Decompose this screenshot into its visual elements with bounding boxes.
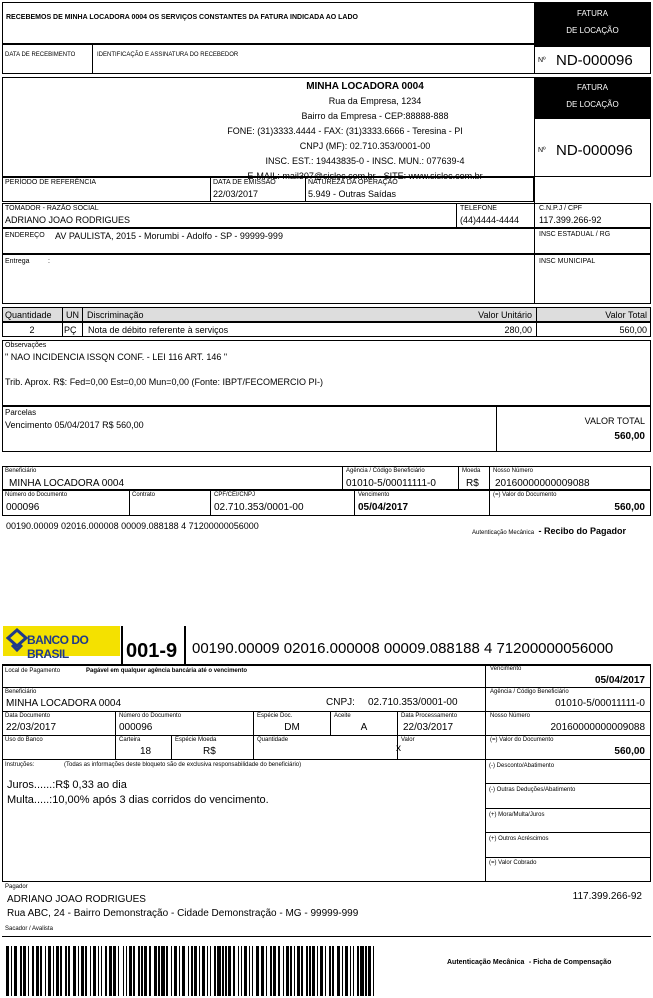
barcode-bar xyxy=(329,946,331,996)
charged-label: (=) Valor Cobrado xyxy=(489,860,537,866)
barcode-bar xyxy=(158,946,160,996)
barcode-bar xyxy=(28,946,30,996)
other-deductions-label: (-) Outras Deduções/Abatimento xyxy=(489,787,576,793)
barcode-bar xyxy=(222,946,224,996)
barcode-bar xyxy=(20,946,22,996)
barcode-bar xyxy=(370,946,372,996)
barcode-bar xyxy=(179,946,181,996)
barcode-bar xyxy=(105,946,107,996)
barcode-bar xyxy=(196,946,198,996)
row-un: PÇ xyxy=(64,325,77,335)
interest-label: (+) Mora/Multa/Juros xyxy=(489,812,545,818)
barcode-bar xyxy=(373,946,375,996)
receipt-id-label: IDENTIFICAÇÃO E ASSINATURA DO RECEBEDOR xyxy=(97,52,239,58)
barcode-bar xyxy=(233,946,235,996)
barcode-bar xyxy=(101,946,103,996)
barcode-bar xyxy=(65,946,67,996)
slip-beneficiary-label: Beneficiário xyxy=(5,468,37,474)
process-date-label: Data Processamento xyxy=(401,713,458,719)
company-badge: FATURA DE LOCAÇÃO xyxy=(534,77,651,119)
barcode-bar xyxy=(188,946,190,996)
doc-date-value: 22/03/2017 xyxy=(6,722,57,733)
barcode-bar xyxy=(225,946,227,996)
barcode-bar xyxy=(90,946,92,996)
barcode-bar xyxy=(98,946,100,996)
accept-label: Aceite xyxy=(334,713,351,719)
slip-cpf-value: 02.710.353/0001-00 xyxy=(214,502,304,513)
barcode-bar xyxy=(357,946,359,996)
doc-number-value: 000096 xyxy=(119,722,153,733)
slip-contract-label: Contrato xyxy=(132,492,156,498)
barcode-bar xyxy=(317,946,319,996)
phone-label: TELEFONE xyxy=(460,205,497,212)
doc-value-label: (=) Valor do Documento xyxy=(490,737,554,743)
barcode-bar xyxy=(60,946,62,996)
barcode-bar xyxy=(245,946,247,996)
barcode-bar xyxy=(53,946,55,996)
barcode-bar xyxy=(25,946,27,996)
barcode-bar xyxy=(325,946,327,996)
payer-name: ADRIANO JOAO RODRIGUES xyxy=(7,894,146,905)
address-value: AV PAULISTA, 2015 - Morumbi - Adolfo - SP - 99999-999 xyxy=(55,231,283,241)
barcode-bar xyxy=(270,946,272,996)
slip-due-value: 05/04/2017 xyxy=(358,502,409,513)
accept-value: A xyxy=(360,722,368,733)
receipt-sign-row xyxy=(2,44,535,74)
barcode-bar xyxy=(238,946,240,996)
total-label: VALOR TOTAL xyxy=(584,416,645,426)
receipt-strip xyxy=(2,2,535,44)
barcode-bar xyxy=(258,946,260,996)
barcode-bar xyxy=(166,946,168,996)
barcode-bar xyxy=(365,946,367,996)
wallet-value: 18 xyxy=(140,746,152,757)
barcode-bar xyxy=(11,946,13,996)
our-number-value: 20160000000009088 xyxy=(550,722,645,733)
due-label: Vencimento xyxy=(490,666,522,672)
slip-doc-value-label: (=) Valor do Documento xyxy=(493,492,557,498)
company-info xyxy=(160,79,530,184)
tomador-label: TOMADOR - RAZÃO SOCIAL xyxy=(5,205,99,212)
receipt-header: RECEBEMOS DE MINHA LOCADORA 0004 OS SERVIÇOS CONSTANTES DA FATURA INDICADA AO LADO xyxy=(6,14,358,21)
slip-cpf-label: CPF/CEI/CNPJ xyxy=(214,492,256,498)
barcode-bar xyxy=(115,946,117,996)
guarantor-label: Sacador / Avalista xyxy=(5,926,53,932)
currency-value: R$ xyxy=(203,746,216,757)
slip-digitable-line: 00190.00009 02016.000008 00009.088188 4 71200000056000 xyxy=(6,521,259,531)
agency-value: 01010-5/00011111-0 xyxy=(555,698,645,709)
bank-code: 001-9 xyxy=(126,640,178,662)
barcode-bar xyxy=(85,946,87,996)
total-value: 560,00 xyxy=(614,431,645,442)
company-number: ND-000096 xyxy=(556,142,633,159)
barcode-bar xyxy=(149,946,151,996)
nature-value: 5.949 - Outras Saídas xyxy=(308,189,397,199)
payment-place-label: Local de Pagamento xyxy=(5,668,61,674)
barcode-bar xyxy=(32,946,34,996)
agency-label: Agência / Código Beneficiário xyxy=(490,689,569,695)
bank-name: BANCO DO BRASIL xyxy=(27,633,89,661)
barcode-bar xyxy=(306,946,308,996)
observations-label: Observações xyxy=(5,342,47,349)
barcode-bar xyxy=(133,946,135,996)
barcode-bar xyxy=(40,946,42,996)
other-additions-label: (+) Outros Acréscimos xyxy=(489,836,549,842)
slip-agency-label: Agência / Código Beneficiário xyxy=(346,468,425,474)
bank-symbol-icon xyxy=(6,628,28,654)
barcode-bar xyxy=(68,946,70,996)
barcode-bar xyxy=(74,946,76,996)
observations-line2: Trib. Aprox. R$: Fed=0,00 Est=0,00 Mun=0,00 (Fonte: IBPT/FECOMERCIO PI-) xyxy=(5,377,324,387)
barcode-bar xyxy=(175,946,177,996)
nature-label: NATUREZA DA OPERAÇÃO xyxy=(308,179,398,186)
barcode-bar xyxy=(146,946,148,996)
receipt-number: ND-000096 xyxy=(556,52,633,69)
barcode-bar xyxy=(8,946,10,996)
species-doc-value: DM xyxy=(284,722,300,733)
barcode-bar xyxy=(342,946,344,996)
barcode-bar xyxy=(309,946,311,996)
value-label: Valor xyxy=(401,737,415,743)
barcode-bar xyxy=(210,946,212,996)
delivery-label: Entrega xyxy=(5,258,30,265)
barcode-bar xyxy=(252,946,254,996)
cnpj-value: 117.399.266-92 xyxy=(539,215,602,225)
payer-address: Rua ABC, 24 - Bairro Demonstração - Cidade Demonstração - MG - 99999-999 xyxy=(7,908,359,919)
barcode-bar xyxy=(278,946,280,996)
barcode-bar xyxy=(183,946,185,996)
barcode-bar xyxy=(314,946,316,996)
barcode-bar xyxy=(275,946,277,996)
beneficiary-label: Beneficiário xyxy=(5,689,37,695)
slip-doc-number-label: Número do Documento xyxy=(5,492,68,498)
installments-value: Vencimento 05/04/2017 R$ 560,00 xyxy=(5,420,144,430)
delivery-value: : xyxy=(48,258,50,265)
barcode-bar xyxy=(118,946,120,996)
tomador-value: ADRIANO JOAO RODRIGUES xyxy=(5,215,131,225)
barcode-bar xyxy=(130,946,132,996)
slip-currency-value: R$ xyxy=(466,478,479,489)
barcode xyxy=(6,946,376,996)
cnpj-label: CNPJ: xyxy=(326,697,355,708)
emission-label: DATA DE EMISSÃO xyxy=(213,179,276,186)
barcode-bar xyxy=(287,946,289,996)
col-quantity: Quantidade xyxy=(5,310,52,320)
period-label: PERÍODO DE REFERÊNCIA xyxy=(5,179,97,186)
row-total: 560,00 xyxy=(619,325,647,335)
instr-line1: Juros......:R$ 0,33 ao dia xyxy=(7,779,127,791)
barcode-bar xyxy=(57,946,59,996)
payment-place-value: Pagável em qualquer agência bancária até o vencimento xyxy=(86,668,248,674)
barcode-bar xyxy=(350,946,352,996)
slip-beneficiary-value: MINHA LOCADORA 0004 xyxy=(9,478,125,489)
slip-doc-number-value: 000096 xyxy=(6,502,40,513)
doc-number-label: Número do Documento xyxy=(119,713,182,719)
ie-label: INSC ESTADUAL / RG xyxy=(539,231,611,238)
barcode-bar xyxy=(110,946,112,996)
installments-label: Parcelas xyxy=(5,408,37,417)
cnpj-label: C.N.P.J / CPF xyxy=(539,205,583,212)
row-unit: 280,00 xyxy=(504,325,532,335)
barcode-bar xyxy=(214,946,216,996)
instructions-note: (Todas as informações deste bloqueto são de exclusiva responsabilidade do beneficiário) xyxy=(64,762,302,768)
barcode-bar xyxy=(163,946,165,996)
barcode-bar xyxy=(346,946,348,996)
barcode-bar xyxy=(191,946,193,996)
barcode-bar xyxy=(249,946,251,996)
barcode-bar xyxy=(294,946,296,996)
receipt-badge: FATURA DE LOCAÇÃO xyxy=(534,2,651,46)
boleto-digitable-line: 00190.00009 02016.000008 00009.088188 4 71200000056000 xyxy=(192,640,614,657)
barcode-bar xyxy=(219,946,221,996)
bank-use-label: Uso do Banco xyxy=(5,737,43,743)
barcode-bar xyxy=(283,946,285,996)
process-date-value: 22/03/2017 xyxy=(403,722,454,733)
discount-label: (-) Desconto/Abatimento xyxy=(489,763,555,769)
barcode-bar xyxy=(15,946,17,996)
emission-value: 22/03/2017 xyxy=(213,189,259,199)
species-doc-label: Espécie Doc. xyxy=(257,713,293,719)
barcode-bar xyxy=(241,946,243,996)
wallet-label: Carteira xyxy=(119,737,141,743)
slip-our-number-label: Nosso Número xyxy=(493,468,534,474)
instructions-label: Instruções: xyxy=(5,762,35,768)
slip-auth: Autenticação Mecânica - Recibo do Pagador xyxy=(472,526,627,536)
barcode-bar xyxy=(82,946,84,996)
barcode-bar xyxy=(141,946,143,996)
doc-value: 560,00 xyxy=(614,746,645,757)
barcode-bar xyxy=(207,946,209,996)
barcode-bar xyxy=(332,946,334,996)
instr-line2: Multa.....:10,00% após 3 dias corridos do vencimento. xyxy=(7,794,269,806)
cnpj-value: 02.710.353/0001-00 xyxy=(368,697,458,708)
barcode-bar xyxy=(301,946,303,996)
company-name: MINHA LOCADORA 0004 xyxy=(306,81,424,92)
company-insc: INSC. EST.: 19443835-0 - INSC. MUN.: 077639-4 xyxy=(265,156,465,166)
barcode-bar xyxy=(138,946,140,996)
company-cnpj: CNPJ (MF): 02.710.353/0001-00 xyxy=(299,141,431,151)
barcode-bar xyxy=(45,946,47,996)
observations-line1: " NAO INCIDENCIA ISSQN CONF. - LEI 116 ART. 146 " xyxy=(5,352,228,362)
barcode-bar xyxy=(155,946,157,996)
beneficiary-value: MINHA LOCADORA 0004 xyxy=(6,698,122,709)
barcode-bar xyxy=(126,946,128,996)
barcode-bar xyxy=(322,946,324,996)
barcode-bar xyxy=(298,946,300,996)
col-total: Valor Total xyxy=(605,310,647,320)
barcode-bar xyxy=(362,946,364,996)
col-description: Discriminação xyxy=(87,310,144,320)
payer-label: Pagador xyxy=(5,884,28,890)
barcode-bar xyxy=(263,946,265,996)
address-label: ENDEREÇO xyxy=(5,232,45,239)
barcode-bar xyxy=(50,946,52,996)
slip-currency-label: Moeda xyxy=(462,468,481,474)
slip-doc-value: 560,00 xyxy=(614,502,645,513)
slip-agency-value: 01010-5/00011111-0 xyxy=(346,478,436,489)
barcode-bar xyxy=(353,946,355,996)
observations-box xyxy=(2,340,651,406)
row-qty: 2 xyxy=(29,325,35,335)
slip-our-number-value: 20160000000009088 xyxy=(495,478,590,489)
barcode-bar xyxy=(290,946,292,996)
barcode-bar xyxy=(339,946,341,996)
barcode-bar xyxy=(37,946,39,996)
phone-value: (44)4444-4444 xyxy=(460,215,520,225)
barcode-bar xyxy=(266,946,268,996)
company-phones: FONE: (31)3333.4444 - FAX: (31)3333.6666 - Teresina - PI xyxy=(227,126,463,136)
currency-label: Espécie Moeda xyxy=(175,737,217,743)
company-contact: E-MAIL: mail307@sisloc.com.br - SITE: www.sisloc.com.br xyxy=(247,171,483,181)
barcode-bar xyxy=(123,946,125,996)
col-unit-value: Valor Unitário xyxy=(478,310,532,320)
bank-logo xyxy=(3,626,120,661)
barcode-bar xyxy=(199,946,201,996)
slip-due-label: Vencimento xyxy=(358,492,390,498)
due-value: 05/04/2017 xyxy=(594,675,645,686)
im-label: INSC MUNICIPAL xyxy=(539,258,596,265)
barcode-bar xyxy=(230,946,232,996)
boleto-auth: Autenticação Mecânica - Ficha de Compensação xyxy=(447,959,612,966)
company-address: Rua da Empresa, 1234 xyxy=(328,96,422,106)
receipt-date-label: DATA DE RECEBIMENTO xyxy=(5,52,76,58)
barcode-bar xyxy=(78,946,80,996)
payer-doc: 117.399.266-92 xyxy=(572,891,642,902)
barcode-bar xyxy=(95,946,97,996)
value-mark: x xyxy=(396,743,401,754)
col-un: UN xyxy=(66,310,79,320)
doc-date-label: Data Documento xyxy=(5,713,51,719)
barcode-bar xyxy=(203,946,205,996)
barcode-bar xyxy=(171,946,173,996)
our-number-label: Nosso Número xyxy=(490,713,531,719)
quantity-label: Quantidade xyxy=(257,737,289,743)
company-district: Bairro da Empresa - CEP:88888-888 xyxy=(301,111,449,121)
row-desc: Nota de débito referente à serviços xyxy=(88,325,229,335)
